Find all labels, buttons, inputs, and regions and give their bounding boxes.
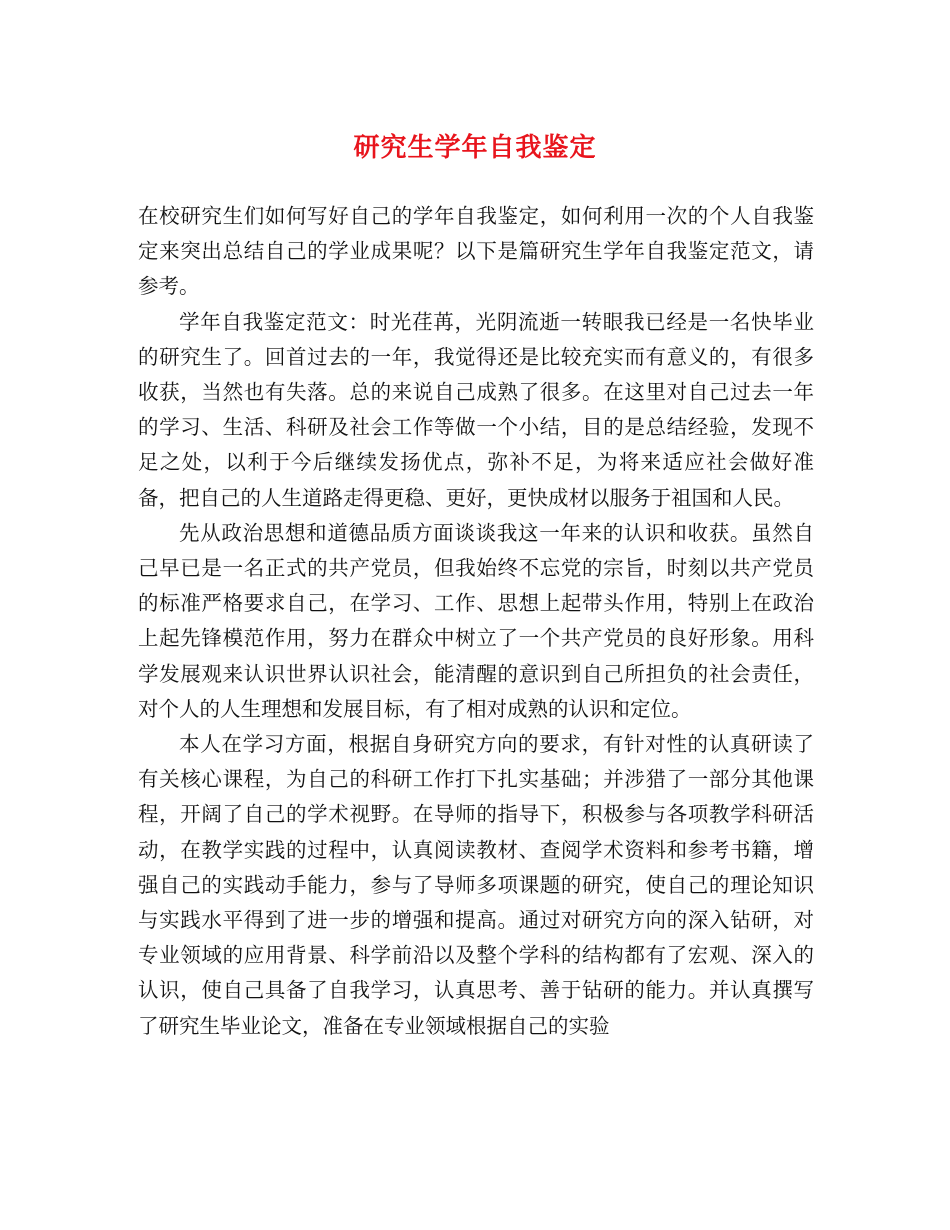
intro-paragraph: 在校研究生们如何写好自己的学年自我鉴定，如何利用一次的个人自我鉴定来突出总结自己的学业成果呢？以下是篇研究生学年自我鉴定范文，请参考。 <box>138 204 814 299</box>
document-title: 研究生学年自我鉴定 <box>353 133 597 163</box>
body-paragraph-1: 学年自我鉴定范文：时光荏苒，光阴流逝一转眼我已经是一名快毕业的研究生了。回首过去的一年，我觉得还是比较充实而有意义的，有很多收获，当然也有失落。总的来说自己成熟了很多。在这里对自己过去一年的学习、生活、科研及社会工作等做一个小结，目的是总结经验，发现不足之处，以利于今后继续发扬优点，弥补不足，为将来适应社会做好准备，把自己的人生道路走得更稳、更好，更快成材以服务于祖国和人民。 <box>138 309 814 510</box>
body-paragraph-2: 先从政治思想和道德品质方面谈谈我这一年来的认识和收获。虽然自己早已是一名正式的共产党员，但我始终不忘党的宗旨，时刻以共产党员的标准严格要求自己，在学习、工作、思想上起带头作用，特别上在政治上起先锋模范作用，努力在群众中树立了一个共产党员的良好形象。用科学发展观来认识世界认识社会，能清醒的意识到自己所担负的社会责任，对个人的人生理想和发展目标，有了相对成熟的认识和定位。 <box>138 520 814 721</box>
document-body <box>138 199 814 1044</box>
body-paragraph-3: 本人在学习方面，根据自身研究方向的要求，有针对性的认真研读了有关核心课程，为自己的科研工作打下扎实基础；并涉猎了一部分其他课程，开阔了自己的学术视野。在导师的指导下，积极参与各项教学科研活动，在教学实践的过程中，认真阅读教材、查阅学术资料和参考书籍，增强自己的实践动手能力，参与了导师多项课题的研究，使自己的理论知识与实践水平得到了进一步的增强和提高。通过对研究方向的深入钻研，对专业领域的应用背景、科学前沿以及整个学科的结构都有了宏观、深入的认识，使自己具备了自我学习，认真思考、善于钻研的能力。并认真撰写了研究生毕业论文，准备在专业领域根据自己的实验 <box>138 732 814 1038</box>
